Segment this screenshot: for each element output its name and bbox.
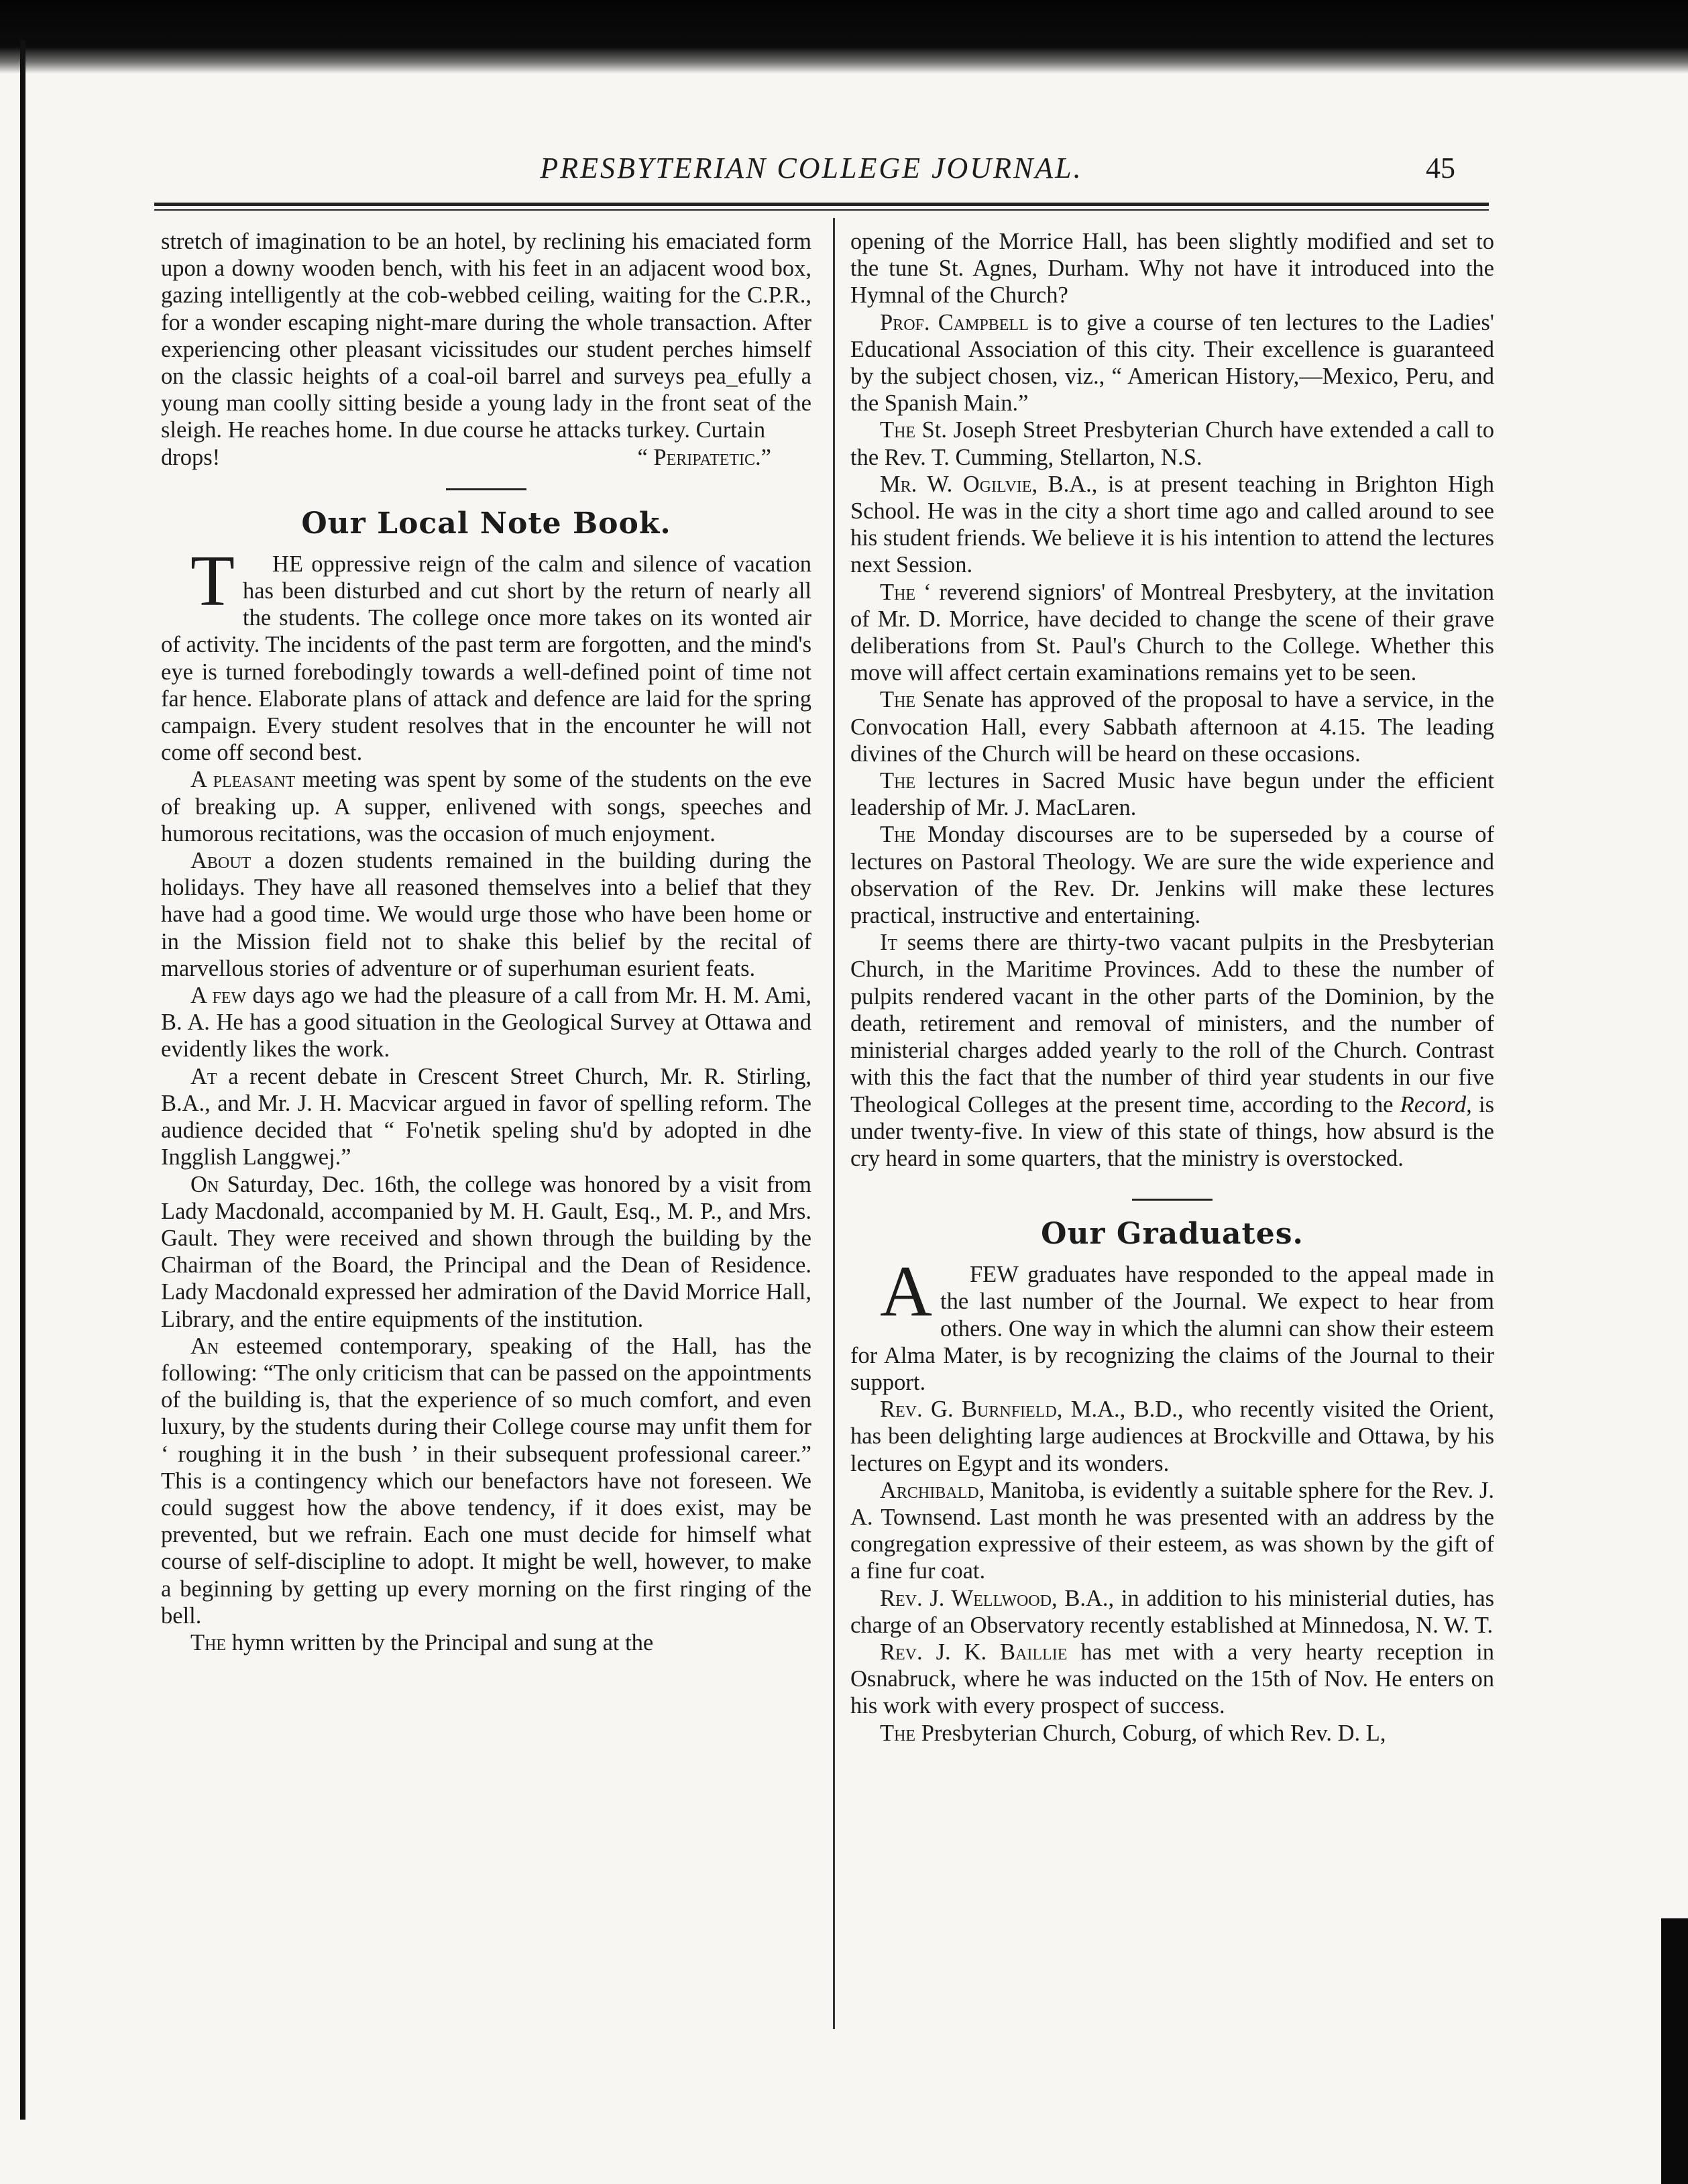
note-paragraph: A few days ago we had the pleasure of a call from Mr. H. M. Ami, B. A. He has a good situation in the Geological Survey at Ottawa and evidently likes the work. — [161, 983, 812, 1062]
note-paragraph: The St. Joseph Street Presbyterian Church have extended a call to the Rev. T. Cumming, Stellarton, N.S. — [850, 417, 1495, 470]
note-paragraph: An esteemed contemporary, speaking of the Hall, has the following: “The only criticism that can be passed on the appointments of the building is, that the experience of so much comfort, and even luxury, by the students during their College course may unfit them for ‘ roughing it in the bush ’ in their subsequent professional career.” This is a contingency which our benefactors have not foreseen. We could suggest how the above tendency, if it does exist, may be prevented, but we refrain. Each one must decide for himself what course of self-discipline to adopt. It might be well, however, to make a beginning by getting up every morning on the first ringing of the bell. — [161, 1333, 811, 1629]
note-paragraph: Prof. Campbell is to give a course of ten lectures to the Ladies' Educational Association of this city. Their excellence is guaranteed by the subject chosen, viz., “ American History,—Mexico, Peru, and the Spanish Main.” — [850, 309, 1494, 417]
note-paragraph: T HE oppressive reign of the calm and silence of vacation has been disturbed and cut short by the return of nearly all the students. The college once more takes on its wonted air of activity. The incidents of the past term are forgotten, and the mind's eye is turned forebodingly towards a well-defined point of time not far hence. Elaborate plans of attack and defence are laid for the spring campaign. Every student resolves that in the encounter he will not come off second best. — [161, 541, 811, 766]
note-paragraph: Mr. W. Ogilvie, B.A., is at present teaching in Brighton High School. He was in the city a short time ago and called around to see his student friends. We believe it is his intention to attend the lectures next Session. — [850, 471, 1495, 578]
closing-word: drops! — [161, 444, 221, 470]
continued-paragraph: stretch of imagination to be an hotel, by reclining his emaciated form upon a downy wooden bench, with his feet in an adjacent wood box, gazing intelligently at the cob-webbed ceiling, waiting for the C.P.R., for a wonder escaping night-mare during the whole transaction. After experiencing other pleasant vicissitudes our student perches himself on the classic heights of a coal-oil barrel and surveys pea_efully a young man coolly sitting beside a young lady in the front seat of the sleigh. He reaches home. In due course he attacks turkey. Curtain — [161, 229, 811, 443]
section-title-local-note-book: Our Local Note Book. — [301, 506, 671, 541]
header-rule-thick — [154, 203, 1489, 206]
journal-title: PRESBYTERIAN COLLEGE JOURNAL. — [540, 152, 1083, 184]
right-column — [850, 228, 1494, 1747]
record-title: Record, — [1400, 1091, 1472, 1117]
continued-paragraph: opening of the Morrice Hall, has been slightly modified and set to the tune St. Agnes, Durham. Why not have it introduced into the Hymnal of the Church? — [850, 229, 1494, 309]
note-paragraph: At a recent debate in Crescent Street Church, Mr. R. Stirling, B.A., and Mr. J. H. Macvicar argued in favor of spelling reform. The audience decided that “ Fo'netik speling shu'd by adopted in dhe Ingglish Langgwej.” — [161, 1063, 812, 1170]
section-separator — [1132, 1199, 1213, 1201]
note-paragraph: The Senate has approved of the proposal to have a service, in the Convocation Hall, every Sabbath afternoon at 4.15. The leading divines of the Church will be heard on these occasions. — [850, 687, 1495, 767]
header-rule-thin — [154, 209, 1489, 211]
note-paragraph: On Saturday, Dec. 16th, the college was honored by a visit from Lady Macdonald, accompanied by M. H. Gault, Esq., M. P., and Mrs. Gault. They were received and shown through the building by the Chairman of the Board, the Principal and the Dean of Residence. Lady Macdonald expressed her admiration of the David Morrice Hall, Library, and the entire equipments of the institution. — [161, 1171, 812, 1332]
scan-right-edge — [1661, 1918, 1688, 2184]
note-paragraph: A pleasant meeting was spent by some of the students on the eve of breaking up. A supper, enlivened with songs, speeches and humorous recitations, was the occasion of much enjoyment. — [161, 767, 812, 847]
graduates-paragraph: Rev. J. Wellwood, B.A., in addition to his ministerial duties, has charge of an Observatory recently established at Minnedosa, N. W. T. — [850, 1585, 1495, 1638]
note-paragraph: The ‘ reverend signiors' of Montreal Presbytery, at the invitation of Mr. D. Morrice, have decided to change the scene of their grave deliberations from St. Paul's Church to the College. Whether this move will affect certain examinations remains yet to be seen. — [850, 579, 1494, 686]
graduates-paragraph: A FEW graduates have responded to the appeal made in the last number of the Journal. We expect to hear from others. One way in which the alumni can show their esteem for Alma Mater, is by recognizing the claims of the Journal to their support. — [850, 1252, 1494, 1395]
scan-left-edge — [20, 40, 25, 2120]
graduates-paragraph: Archibald, Manitoba, is evidently a suitable sphere for the Rev. J. A. Townsend. Last month he was presented with an address by the congregation expressive of their esteem, as was shown by the gift of a fine fur coat. — [850, 1477, 1494, 1584]
note-paragraph: The hymn written by the Principal and sung at the — [190, 1629, 654, 1655]
section-title-graduates: Our Graduates. — [1041, 1217, 1304, 1252]
section-separator — [446, 488, 526, 490]
graduates-paragraph: Rev. J. K. Baillie has met with a very hearty reception in Osnabruck, where he was inducted on the 15th of Nov. He enters on his work with every prospect of success. — [850, 1639, 1495, 1719]
running-header — [154, 151, 1469, 191]
drop-cap: A — [880, 1252, 932, 1332]
drop-cap: T — [190, 541, 235, 621]
note-paragraph: About a dozen students remained in the building during the holidays. They have all reasoned themselves into a belief that they have had a good time. We would urge those who have been home or in the Mission field not to shake this belief by the recital of marvellous stories of adventure or of superhuman esurient feats. — [161, 848, 811, 981]
note-paragraph: The lectures in Sacred Music have begun under the efficient leadership of Mr. J. MacLaren. — [850, 768, 1494, 821]
graduates-paragraph: The Presbyterian Church, Coburg, of which Rev. D. L, — [880, 1720, 1386, 1746]
column-divider — [833, 218, 835, 2029]
signature-line — [161, 444, 811, 471]
note-paragraph: The Monday discourses are to be superseded by a course of lectures on Pastoral Theology. We are sure the wide experience and observation of the Rev. Dr. Jenkins will make these lectures practical, instructive and entertaining. — [850, 822, 1495, 929]
graduates-paragraph: Rev. G. Burnfield, M.A., B.D., who recently visited the Orient, has been delighting large audiences at Brockville and Ottawa, by his lectures on Egypt and its wonders. — [850, 1397, 1495, 1476]
left-column — [161, 228, 811, 1656]
author-signature: “ Peripatetic.” — [637, 444, 771, 470]
note-paragraph: It seems there are thirty-two vacant pulpits in the Presbyterian Church, in the Maritime Provinces. Add to these the number of pulpits rendered vacant in the other parts of the Dominion, by the death, retirement and removal of ministers, and the number of ministerial charges added yearly to the roll of the Church. Contrast with this the fact that the number of third year students in our five Theological Colleges at the present time, according to the Record, is under twenty-five. In view of this state of things, how absurd is the cry heard in some quarters, that the ministry is overstocked. — [850, 930, 1495, 1171]
scan-top-edge — [0, 0, 1688, 74]
page-number: 45 — [1426, 152, 1455, 184]
